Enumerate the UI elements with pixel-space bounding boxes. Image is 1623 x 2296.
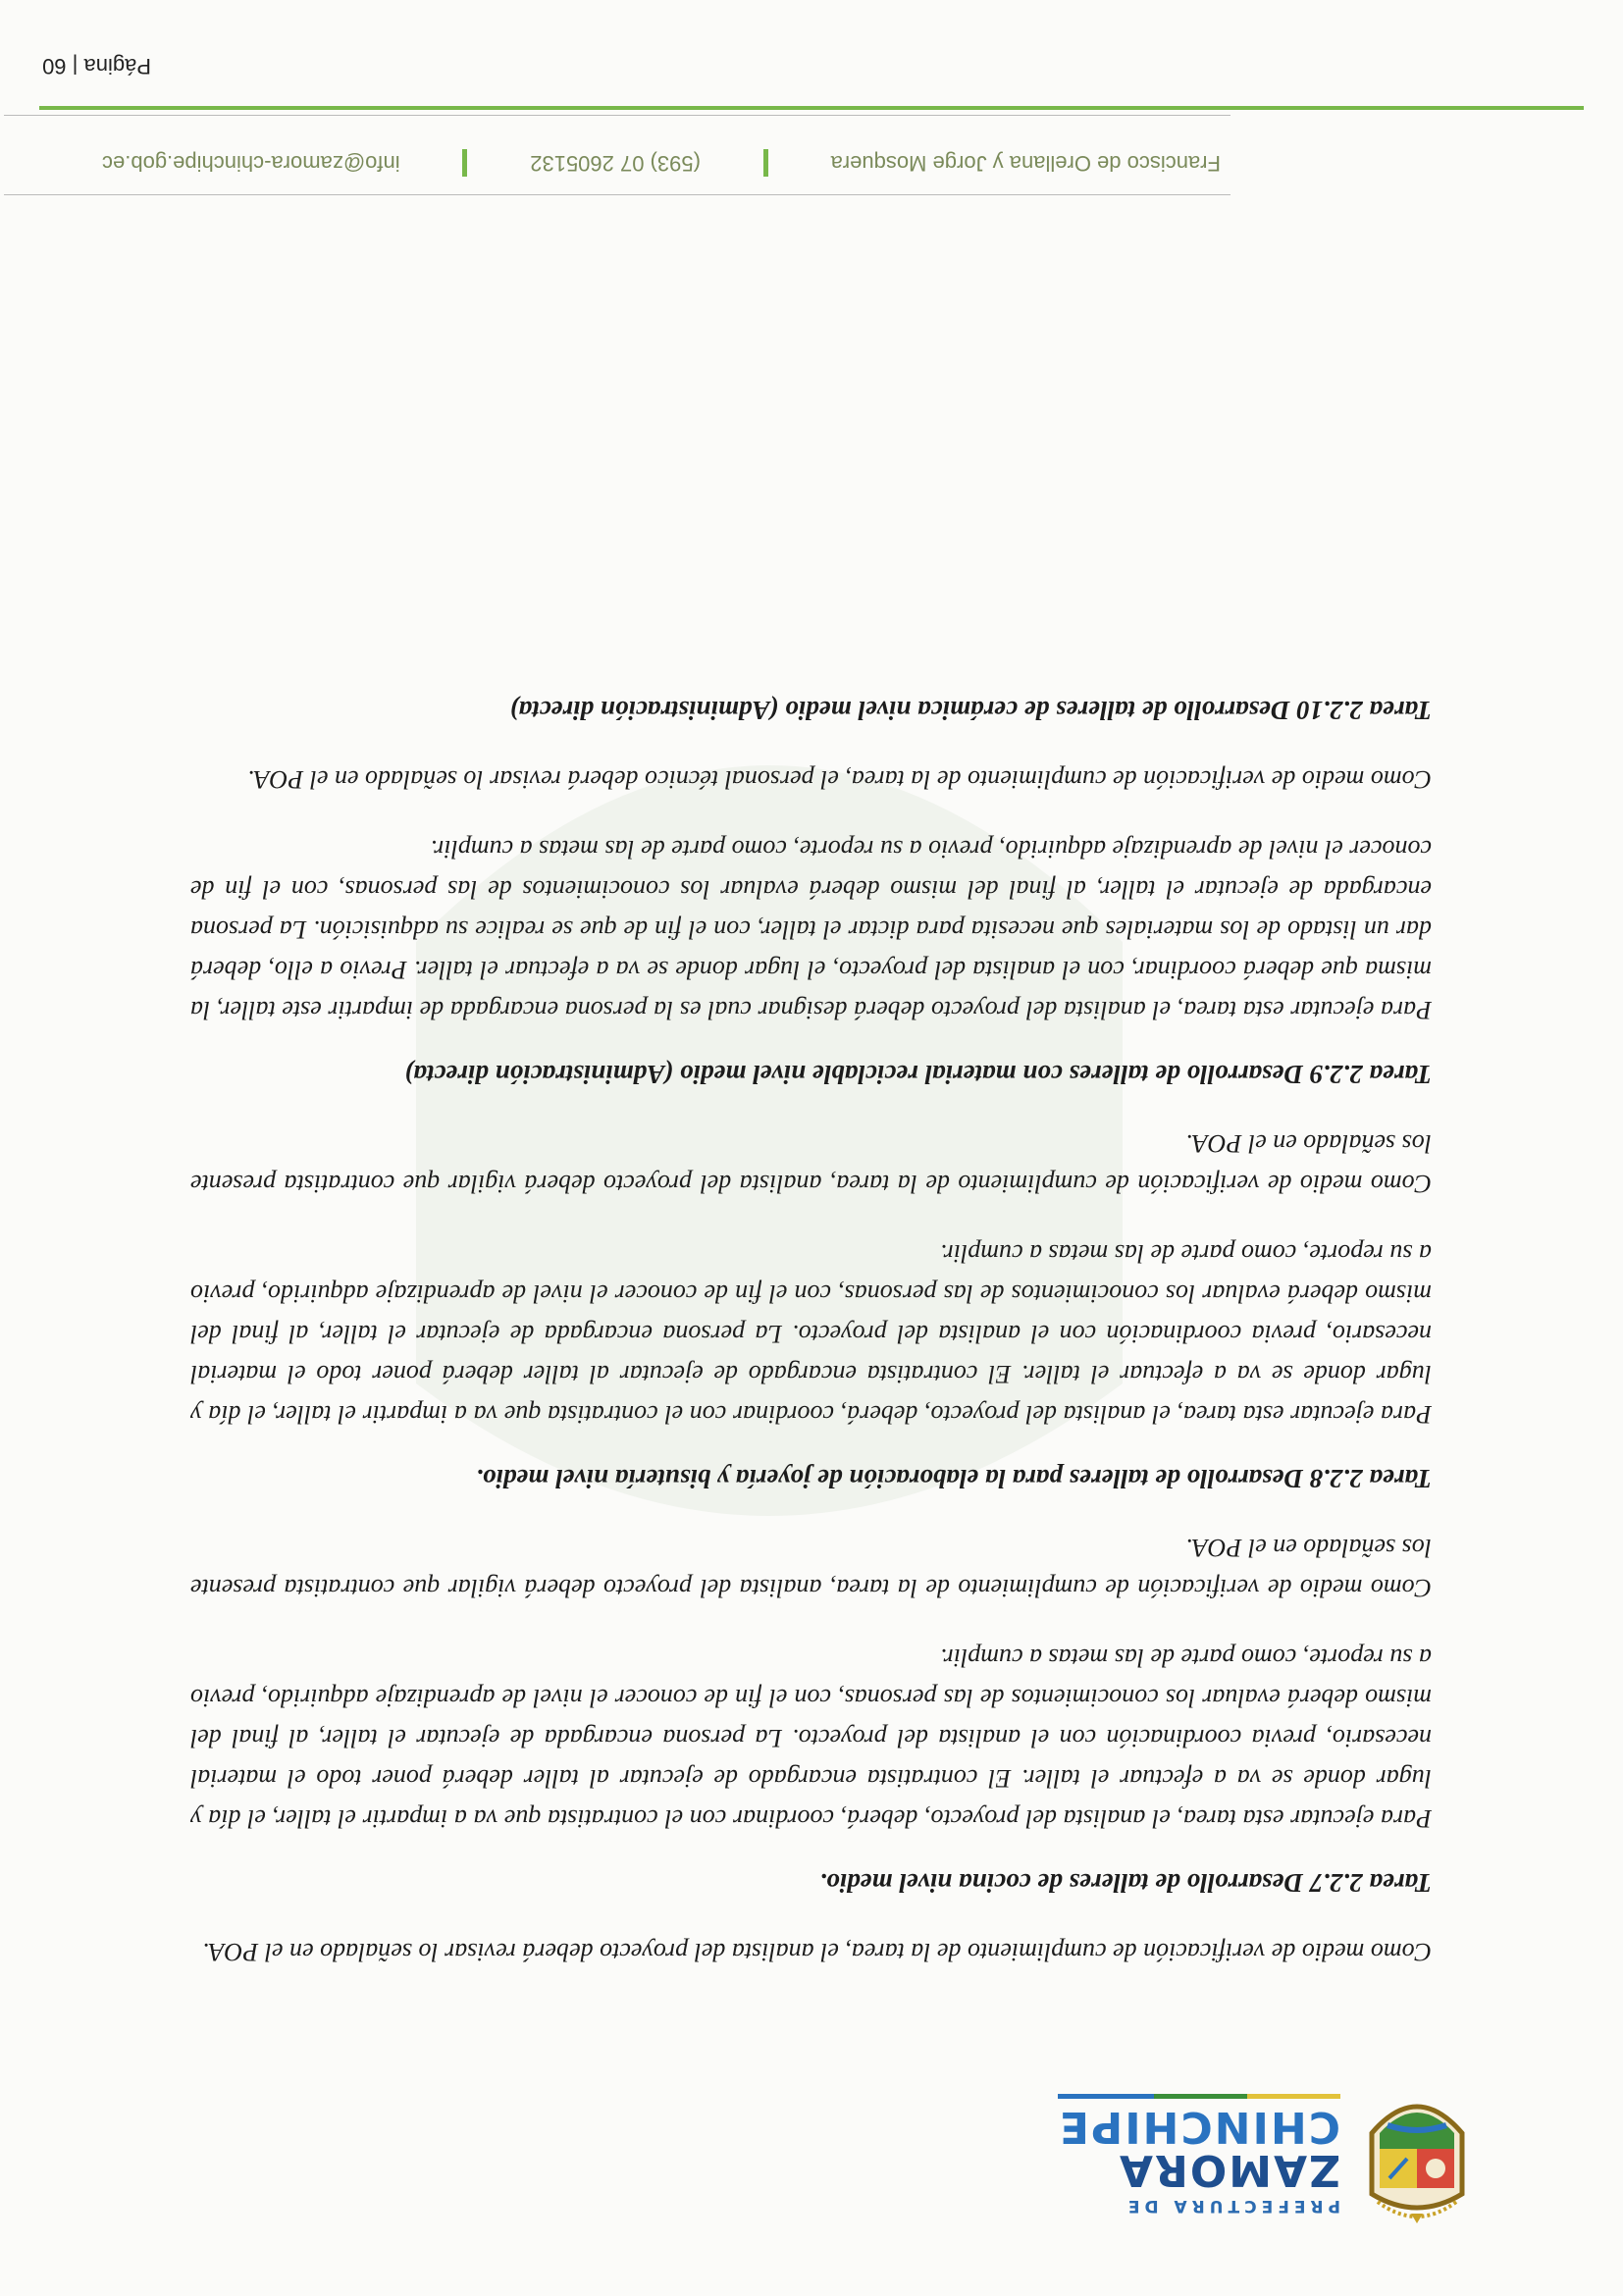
footer-email[interactable]: info@zamora-chinchipe.gob.ec (102, 151, 400, 176)
footer-separator (462, 149, 467, 177)
page-footer (0, 0, 1623, 235)
paragraph: Para ejecutar esta tarea, el analista del proyecto, deberá, coordinar con el contratista que va a impartir el taller, el día y lugar donde se va a efectuar el taller. El contratista encargado de ejecutar al taller deberá poner todo el material necesario, previa coordinación con el analista del proyecto. La persona encargada de ejecutar el taller, al final del mismo deberá evaluar los conocimientos de las personas, con el fin de conocer el nivel de aprendizaje adquirido, previo a su reporte, como parte de las metas a cumplir. (190, 1239, 1432, 1429)
paragraph: Para ejecutar esta tarea, el analista del proyecto deberá designar cual es la persona encargada de impartir este taller, la misma que deberá coordinar, con el analista del proyecto, el lugar donde se va a efectuar el taller. Previo a ello, deberá dar un listado de los materiales que necesita para dictar el taller, con el fin de que se realice su adquisición. La persona encargada de ejecutar el taller, al final del mismo deberá evaluar los conocimientos de las personas, con el fin de conocer el nivel de aprendizaje adquirido, previo a su reporte, como parte de las metas a cumplir. (190, 835, 1432, 1024)
logo-zamora-text: ZAMORA (1117, 2145, 1340, 2195)
paragraph: Como medio de verificación de cumplimiento de la tarea, el analista del proyecto deberá revisar lo señalado en el POA. (202, 1938, 1432, 1966)
footer-divider (4, 194, 1230, 195)
prefectura-logo (1058, 2080, 1476, 2227)
page-number: Página | 60 (42, 54, 151, 78)
footer-phone: (593) 07 2605132 (530, 151, 701, 176)
document-body (190, 666, 1432, 1972)
paragraph: Como medio de verificación de cumplimiento de la tarea, analista del proyecto deberá vigilar que contratista presente los señalado en el POA. (190, 1534, 1432, 1602)
coat-of-arms-icon (1358, 2080, 1476, 2227)
logo-chinchipe-text: CHINCHIPE (1057, 2102, 1340, 2152)
footer-divider (4, 115, 1230, 116)
section-heading: Tarea 2.2.8 Desarrollo de talleres para la elaboración de joyería y bisutería nivel medio. (476, 1464, 1432, 1493)
paragraph: Como medio de verificación de cumplimiento de la tarea, el personal técnico deberá revisar lo señalado en el POA. (247, 765, 1432, 794)
footer-separator (763, 149, 768, 177)
footer-address: Francisco de Orellana y Jorge Mosquera (830, 151, 1221, 176)
page-header (0, 2061, 1623, 2296)
section-heading: Tarea 2.2.10 Desarrollo de talleres de cerámica nivel medio (Administración directa) (509, 696, 1432, 725)
footer-contact-bar (102, 149, 1221, 177)
section-heading: Tarea 2.2.7 Desarrollo de talleres de cocina nivel medio. (819, 1868, 1432, 1898)
logo-wordmark (1058, 2094, 1340, 2214)
paragraph: Para ejecutar esta tarea, el analista del proyecto, deberá, coordinar con el contratista que va a impartir el taller, el día y lugar donde se va a efectuar el taller. El contratista encargado de ejecutar al taller deberá poner todo el material necesario, previa coordinación con el analista del proyecto. La persona encargada de ejecutar el taller, al final del mismo deberá evaluar los conocimientos de las personas, con el fin de conocer el nivel de aprendizaje adquirido, previo a su reporte, como parte de las metas a cumplir. (190, 1644, 1432, 1833)
logo-prefectura-text: PREFECTURA DE (1123, 2196, 1340, 2216)
logo-color-bar (1058, 2094, 1340, 2099)
section-heading: Tarea 2.2.9 Desarrollo de talleres con material reciclable nivel medio (Administración directa) (404, 1060, 1432, 1089)
paragraph: Como medio de verificación de cumplimiento de la tarea, analista del proyecto deberá vigilar que contratista presente los señalado en el POA. (190, 1129, 1432, 1198)
